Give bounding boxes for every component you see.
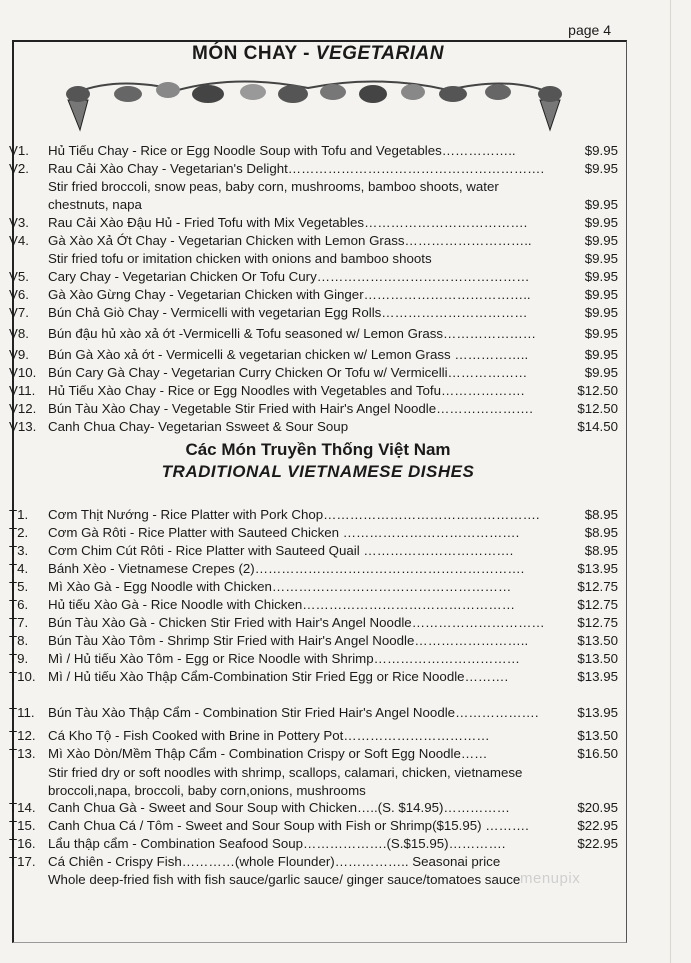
menu-item-v3: V3. Rau Cải Xào Đậu Hủ - Fried Tofu with Mix Vegetables………………………………. $9.95	[9, 215, 618, 230]
menu-item-t6: T6. Hủ tiếu Xào Gà - Rice Noodle with Chicken………………………………………… $12.75	[9, 597, 618, 612]
vegetable-garland-illustration	[58, 70, 568, 134]
item-description: Whole deep-fried fish with fish sauce/garlic sauce/ ginger sauce/tomatoes sauce	[48, 872, 521, 887]
menu-item-v9: V9. Bún Gà Xào xả ớt - Vermicelli & vegetarian chicken w/ Lemon Grass …………….. $9.95	[9, 347, 618, 362]
menu-item-t3: T3. Cơm Chim Cút Rôti - Rice Platter with Sauteed Quail ……………………………. $8.95	[9, 543, 618, 558]
traditional-title-vi: Các Món Truyền Thống Việt Nam	[185, 440, 451, 459]
menu-item-t4: T4. Bánh Xèo - Vietnamese Crepes (2)……………………………………………………. $13.95	[9, 561, 618, 576]
menu-item-v13: V13. Canh Chua Chay- Vegetarian Ssweet & Sour Soup $14.50	[9, 419, 618, 434]
menu-item-t16: T16. Lẩu thập cẩm - Combination Seafood Soup……………….(S.$15.95)…………. $22.95	[9, 836, 618, 851]
menu-item-t17: T17. Cá Chiên - Crispy Fish…………(whole Flounder)…………….. Seasonai price	[9, 854, 501, 869]
menu-item-t7: T7. Bún Tàu Xào Gà - Chicken Stir Fried with Hair's Angel Noodle………………………… $12.75	[9, 615, 618, 630]
menu-item-v4: V4. Gà Xào Xả Ớt Chay - Vegetarian Chicken with Lemon Grass……………………….. $9.95	[9, 233, 618, 248]
menu-item-v12: V12. Bún Tàu Xào Chay - Vegetable Stir Fried with Hair's Angel Noodle…………………. $12.50	[9, 401, 618, 416]
menu-item-t15: T15. Canh Chua Cá / Tôm - Sweet and Sour Soup with Fish or Shrimp($15.95) ………. $22.95	[9, 818, 618, 833]
menu-item-v5: V5. Cary Chay - Vegetarian Chicken Or Tofu Cury………………………………………… $9.95	[9, 269, 618, 284]
menu-item-t12: T12. Cá Kho Tộ - Fish Cooked with Brine in Pottery Pot…………………………… $13.50	[9, 728, 618, 743]
menu-item-t9: T9. Mì / Hủ tiếu Xào Tôm - Egg or Rice Noodle with Shrimp…………………………… $13.50	[9, 651, 618, 666]
menu-item-v7: V7. Bún Chả Giò Chay - Vermicelli with vegetarian Egg Rolls…………………………… $9.95	[9, 305, 618, 320]
menu-item-t11: T11. Bún Tàu Xào Thập Cẩm - Combination Stir Fried Hair's Angel Noodle………………. $13.95	[9, 705, 618, 720]
menu-item-t5: T5. Mì Xào Gà - Egg Noodle with Chicken……………………………………………… $12.75	[9, 579, 618, 594]
menu-item-v6: V6. Gà Xào Gừng Chay - Vegetarian Chicken with Ginger……………………………….. $9.95	[9, 287, 618, 302]
menu-item-t14: T14. Canh Chua Gà - Sweet and Sour Soup with Chicken…..(S. $14.95)…………… $20.95	[9, 800, 618, 815]
page-number: page 4	[568, 22, 611, 38]
scan-edge	[670, 0, 671, 963]
item-description: Stir fried broccoli, snow peas, baby corn, mushrooms, bamboo shoots, water	[48, 179, 499, 194]
traditional-title-en: TRADITIONAL VIETNAMESE DISHES	[161, 462, 475, 481]
menu-item-t13: T13. Mì Xào Dòn/Mềm Thập Cẩm - Combination Crispy or Soft Egg Noodle…… $16.50	[9, 746, 618, 761]
vegetarian-title-en: VEGETARIAN	[315, 43, 444, 64]
item-description: broccoli,napa, broccoli, baby corn,onions, mushrooms	[48, 783, 366, 798]
vegetarian-title-vi: MÓN CHAY -	[192, 43, 316, 64]
menu-item-v10: V10. Bún Cary Gà Chay - Vegetarian Curry Chicken Or Tofu w/ Vermicelli……………… $9.95	[9, 365, 618, 380]
item-description: Stir fried dry or soft noodles with shrimp, scallops, calamari, chicken, vietnamese	[48, 765, 523, 780]
item-description: chestnuts, napa	[48, 197, 142, 212]
item-extra-price: $9.95	[584, 197, 618, 212]
menu-item-v2: V2. Rau Cải Xào Chay - Vegetarian's Delight…………………………………………………. $9.95	[9, 161, 618, 176]
item-extra-price: $9.95	[584, 251, 618, 266]
menu-item-t1: T1. Cơm Thịt Nướng - Rice Platter with Pork Chop…………………………………………. $8.95	[9, 507, 618, 522]
menu-item-t10: T10. Mì / Hủ tiếu Xào Thập Cẩm-Combination Stir Fried Egg or Rice Noodle………. $13.95	[9, 669, 618, 684]
menu-item-v11: V11. Hủ Tiếu Xào Chay - Rice or Egg Noodles with Vegetables and Tofu………………. $12.50	[9, 383, 618, 398]
menu-item-v1: V1. Hủ Tiếu Chay - Rice or Egg Noodle Soup with Tofu and Vegetables…………….. $9.95	[9, 143, 618, 158]
menu-item-t8: T8. Bún Tàu Xào Tôm - Shrimp Stir Fried with Hair's Angel Noodle…………………….. $13.50	[9, 633, 618, 648]
watermark: menupix	[520, 870, 581, 887]
menu-item-t2: T2. Cơm Gà Rôti - Rice Platter with Sauteed Chicken …………………………………. $8.95	[9, 525, 618, 540]
menu-item-v8: V8. Bún đậu hủ xào xả ớt -Vermicelli & Tofu seasoned w/ Lemon Grass………………… $9.95	[9, 326, 618, 341]
vegetarian-title	[12, 43, 624, 65]
item-description: Stir fried tofu or imitation chicken with onions and bamboo shoots	[48, 251, 432, 266]
